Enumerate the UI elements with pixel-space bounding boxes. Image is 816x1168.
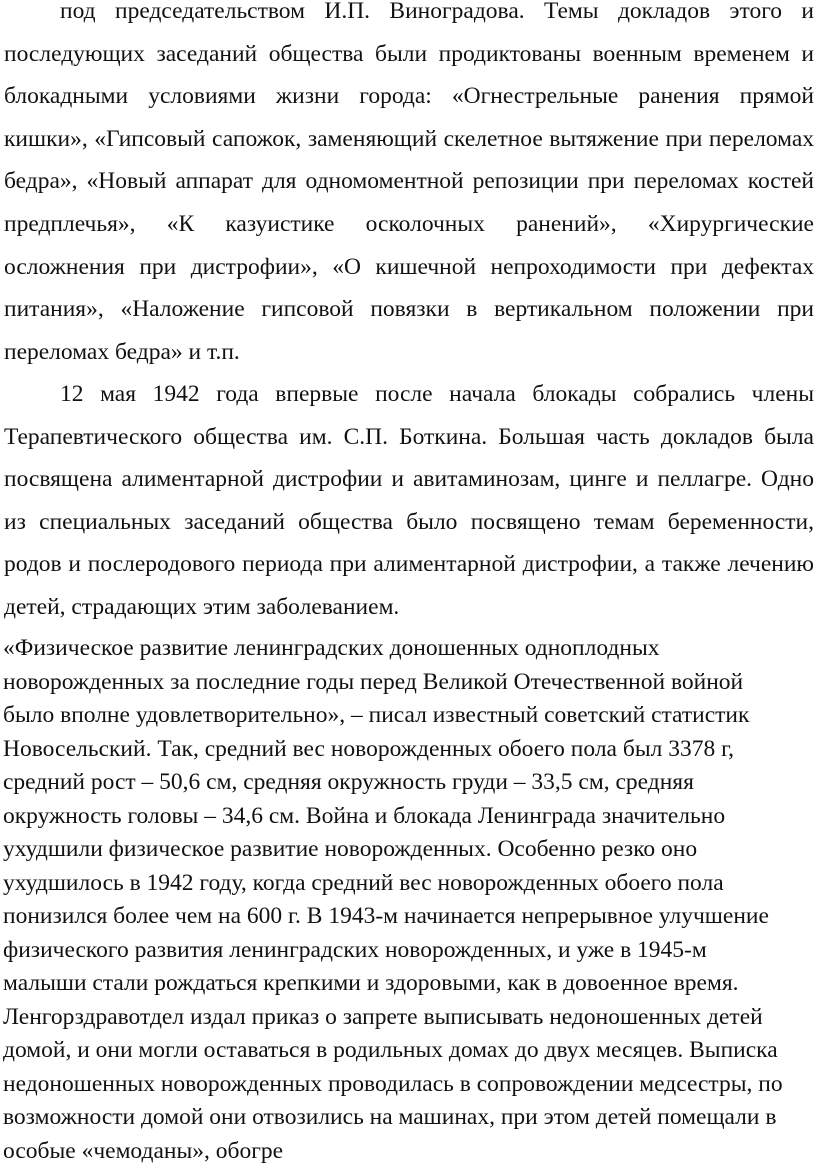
text-line: недоношенных новорожденных проводилась в сопровождении медсестры, по [3,1070,783,1097]
text-line: «Физическое развитие ленинградских доношенных одноплодных [3,635,660,661]
text-line: домой, и они могли оставаться в родильных домах до двух месяцев. Выписка [3,1037,778,1063]
text-line: понизился более чем на 600 г. В 1943-м начинается непрерывное улучшение [3,903,769,929]
text-line: Ленгорздравотдел издал приказ о запрете выписывать недоношенных детей [3,1003,763,1030]
text-line: ухудшили физическое развитие новорожденных. Особенно резко оно [3,836,698,862]
text-line: было вполне удовлетворительно», – писал известный советский статистик [3,702,750,728]
text-line: особые «чемоданы», обогре [3,1137,284,1164]
paragraph-surgical-society: под председательством И.П. Виноградова. Темы докладов этого и последующих заседаний общества были продиктованы военным временем и блокадными условиями жизни города: «Огнестрельные ранения прямой кишки», «Гипсовый сапожок, заменяющий скелетное вытяжение при переломах бедра», «Новый аппарат для одномоментной репозиции при переломах костей предплечья», «К казуистике осколочных ранений», «Хирургические осложнения при дистрофии», «О кишечной непроходимости при дефектах питания», «Наложение гипсовой повязки в вертикальном положении при переломах бедра» и т.п. [4,0,814,365]
text-line: Новосельский. Так, средний вес новорожденных обоего пола был 3378 г, [3,735,734,762]
paragraph-therapeutic-society: 12 мая 1942 года впервые после начала блокады собрались члены Терапевтического общества им. С.П. Боткина. Большая часть докладов была посвящена алиментарной дистрофии и авитаминозам, цинге и пеллагре. Одно из специальных заседаний общества было посвящено темам беременности, родов и послеродового периода при алиментарной дистрофии, а также лечению детей, страдающих этим заболеванием. [4,381,814,620]
text-line: ухудшилось в 1942 году, когда средний вес новорожденных обоего пола [3,869,724,896]
text-line: средний рост – 50,6 см, средняя окружность груди – 33,5 см, средняя [3,769,694,795]
paragraph-newborn-development [3,632,815,1168]
text-line: окружность головы – 34,6 см. Война и блокада Ленинграда значительно [3,802,726,829]
text-line: новорожденных за последние годы перед Великой Отечественной войной [3,668,744,695]
text-line: возможности домой они отвозились на машинах, при этом детей помещали в [3,1104,777,1130]
text-line: физического развития ленинградских новорожденных, и уже в 1945-м [3,936,707,963]
text-line: малыши стали рождаться крепкими и здоровыми, как в довоенное время. [3,970,739,996]
